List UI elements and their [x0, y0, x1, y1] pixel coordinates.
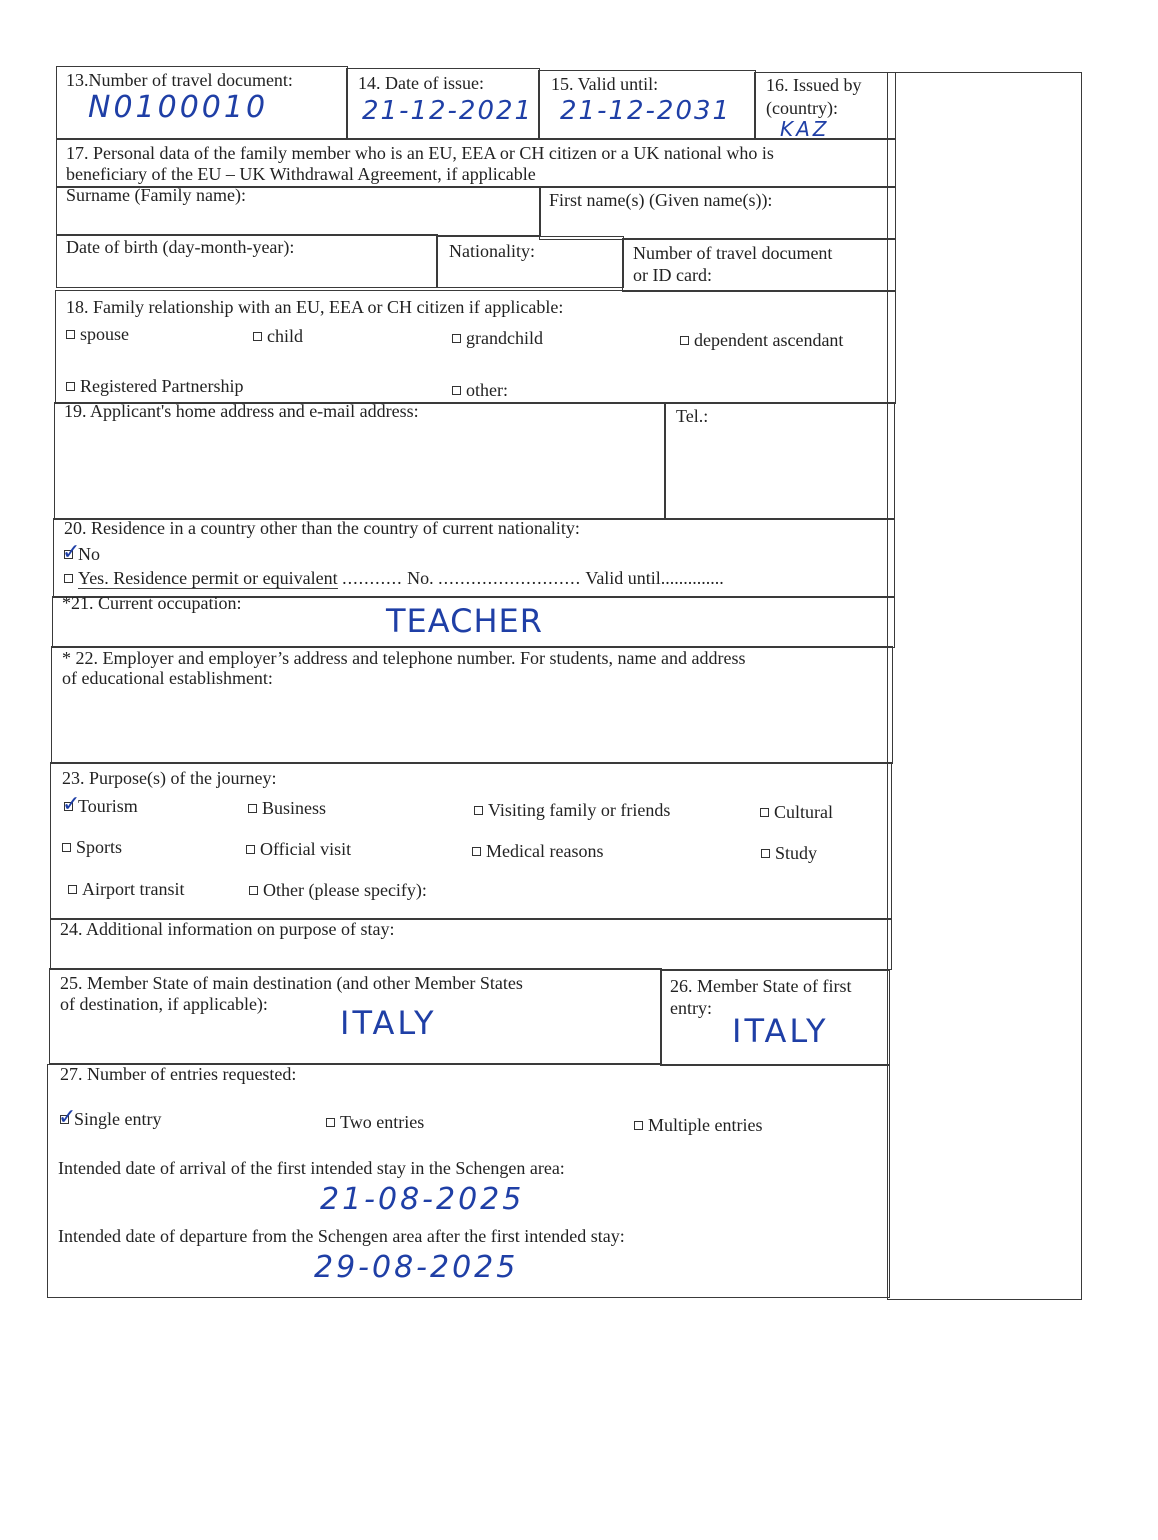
- checkbox-registered-partnership[interactable]: [66, 382, 75, 391]
- field-19-tel-label: Tel.:: [676, 406, 709, 426]
- option-sports[interactable]: [62, 836, 122, 858]
- option-other-purpose[interactable]: [249, 879, 427, 901]
- option-visiting[interactable]: [474, 799, 670, 821]
- field-21-value[interactable]: TEACHER: [386, 602, 543, 640]
- checkbox-official[interactable]: [246, 845, 255, 854]
- option-registered-partnership-label: Registered Partnership: [80, 376, 244, 396]
- checkbox-multiple-entries[interactable]: [634, 1121, 643, 1130]
- field-15-label: 15. Valid until:: [551, 74, 659, 94]
- option-residence-yes[interactable]: [64, 567, 724, 589]
- option-single-entry[interactable]: [58, 1105, 162, 1130]
- option-two-entries[interactable]: [326, 1111, 424, 1133]
- travel-doc-label-line1: Number of travel document: [633, 243, 833, 263]
- field-25-value[interactable]: ITALY: [340, 1004, 437, 1042]
- field-13-label: 13.Number of travel document:: [66, 70, 293, 90]
- checkbox-residence-no[interactable]: [62, 540, 81, 565]
- option-official[interactable]: [246, 838, 351, 860]
- checkbox-visiting[interactable]: [474, 806, 483, 815]
- field-16-label-line1: 16. Issued by: [766, 75, 862, 95]
- residence-permit-dots: ...........: [342, 568, 403, 588]
- option-tourism-label: Tourism: [78, 796, 138, 816]
- field-16-label-line2: (country):: [766, 98, 838, 118]
- field-22-label-line1: * 22. Employer and employer’s address and telephone number. For students, name and address: [62, 648, 746, 668]
- checkbox-sports[interactable]: [62, 843, 71, 852]
- option-child[interactable]: [253, 325, 303, 347]
- checkbox-other-relationship[interactable]: [452, 386, 461, 395]
- nationality-label: Nationality:: [449, 241, 535, 261]
- checkbox-airport-transit[interactable]: [68, 885, 77, 894]
- arrival-date-value[interactable]: 21-08-2025: [320, 1182, 525, 1217]
- option-spouse-label: spouse: [80, 324, 129, 344]
- option-cultural[interactable]: [760, 801, 833, 823]
- checkmark-icon: ✓: [58, 1105, 77, 1130]
- checkbox-spouse[interactable]: [66, 330, 75, 339]
- checkbox-business[interactable]: [248, 804, 257, 813]
- field-18-label: 18. Family relationship with an EU, EEA or CH citizen if applicable:: [66, 297, 564, 317]
- field-16-value[interactable]: KAZ: [780, 117, 830, 141]
- option-residence-yes-label: Yes. Residence permit or equivalent: [78, 568, 338, 588]
- office-use-column: [887, 72, 1082, 1300]
- option-medical-label: Medical reasons: [486, 841, 604, 861]
- option-business[interactable]: [248, 797, 326, 819]
- travel-doc-label-line2: or ID card:: [633, 265, 712, 285]
- option-sports-label: Sports: [76, 837, 123, 857]
- field-14-label: 14. Date of issue:: [358, 73, 484, 93]
- option-airport-transit-label: Airport transit: [82, 879, 185, 899]
- field-17-label-line2: beneficiary of the EU – UK Withdrawal Agreement, if applicable: [66, 164, 536, 184]
- checkmark-icon: ✓: [62, 540, 81, 565]
- option-child-label: child: [267, 326, 303, 346]
- field-21-label: *21. Current occupation:: [62, 593, 242, 613]
- field-19-label: 19. Applicant's home address and e-mail address:: [64, 401, 419, 421]
- checkbox-residence-yes[interactable]: [64, 574, 73, 583]
- checkmark-icon: ✓: [62, 792, 81, 817]
- field-13-value[interactable]: N0100010: [88, 90, 269, 125]
- field-24-label: 24. Additional information on purpose of stay:: [60, 919, 395, 939]
- checkbox-medical[interactable]: [472, 847, 481, 856]
- checkbox-tourism[interactable]: [62, 792, 81, 817]
- checkbox-child[interactable]: [253, 332, 262, 341]
- option-spouse[interactable]: [66, 323, 129, 345]
- option-tourism[interactable]: [62, 792, 138, 817]
- field-25-label-line1: 25. Member State of main destination (and other Member States: [60, 973, 523, 993]
- first-names-label: First name(s) (Given name(s)):: [549, 190, 773, 210]
- residence-valid-until-label: Valid until..............: [585, 568, 724, 588]
- field-14-value[interactable]: 21-12-2021: [362, 96, 534, 126]
- field-17-label-line1: 17. Personal data of the family member who is an EU, EEA or CH citizen or a UK national who is: [66, 143, 774, 163]
- option-grandchild-label: grandchild: [466, 328, 543, 348]
- checkbox-two-entries[interactable]: [326, 1118, 335, 1127]
- field-26-value[interactable]: ITALY: [732, 1012, 829, 1050]
- option-other-purpose-label: Other (please specify):: [263, 880, 427, 900]
- checkbox-dependent-ascendant[interactable]: [680, 336, 689, 345]
- dob-label: Date of birth (day-month-year):: [66, 237, 295, 257]
- field-26-label-line1: 26. Member State of first: [670, 976, 852, 996]
- option-two-entries-label: Two entries: [340, 1112, 425, 1132]
- checkbox-study[interactable]: [761, 849, 770, 858]
- option-study[interactable]: [761, 842, 817, 864]
- option-other-relationship-label: other:: [466, 380, 508, 400]
- option-grandchild[interactable]: [452, 327, 543, 349]
- residence-number-label: No.: [407, 568, 434, 588]
- option-business-label: Business: [262, 798, 327, 818]
- option-other-relationship[interactable]: [452, 379, 508, 401]
- option-airport-transit[interactable]: [68, 878, 184, 900]
- checkbox-grandchild[interactable]: [452, 334, 461, 343]
- option-residence-no-label: No: [78, 544, 100, 564]
- checkbox-cultural[interactable]: [760, 808, 769, 817]
- option-official-label: Official visit: [260, 839, 352, 859]
- option-study-label: Study: [775, 843, 818, 863]
- option-cultural-label: Cultural: [774, 802, 833, 822]
- option-registered-partnership[interactable]: [66, 375, 243, 397]
- field-15-value[interactable]: 21-12-2031: [560, 96, 732, 126]
- option-multiple-entries-label: Multiple entries: [648, 1115, 763, 1135]
- departure-date-label: Intended date of departure from the Schengen area after the first intended stay:: [58, 1226, 625, 1246]
- option-medical[interactable]: [472, 840, 603, 862]
- checkbox-other-purpose[interactable]: [249, 886, 258, 895]
- field-26-label-line2: entry:: [670, 998, 712, 1018]
- departure-date-value[interactable]: 29-08-2025: [314, 1250, 519, 1285]
- checkbox-single-entry[interactable]: [58, 1105, 77, 1130]
- residence-number-dots: ..........................: [438, 568, 582, 588]
- field-27-label: 27. Number of entries requested:: [60, 1064, 297, 1084]
- field-25-label-line2: of destination, if applicable):: [60, 994, 268, 1014]
- field-23-label: 23. Purpose(s) of the journey:: [62, 768, 277, 788]
- field-20-label: 20. Residence in a country other than the country of current nationality:: [64, 518, 580, 538]
- field-22-label-line2: of educational establishment:: [62, 668, 273, 688]
- option-residence-no[interactable]: [62, 540, 100, 565]
- option-dependent-ascendant-label: dependent ascendant: [694, 330, 844, 350]
- option-single-entry-label: Single entry: [74, 1109, 162, 1129]
- arrival-date-label: Intended date of arrival of the first intended stay in the Schengen area:: [58, 1158, 565, 1178]
- option-visiting-label: Visiting family or friends: [488, 800, 671, 820]
- surname-label: Surname (Family name):: [66, 185, 246, 205]
- option-multiple-entries[interactable]: [634, 1114, 762, 1136]
- option-dependent-ascendant[interactable]: [680, 329, 843, 351]
